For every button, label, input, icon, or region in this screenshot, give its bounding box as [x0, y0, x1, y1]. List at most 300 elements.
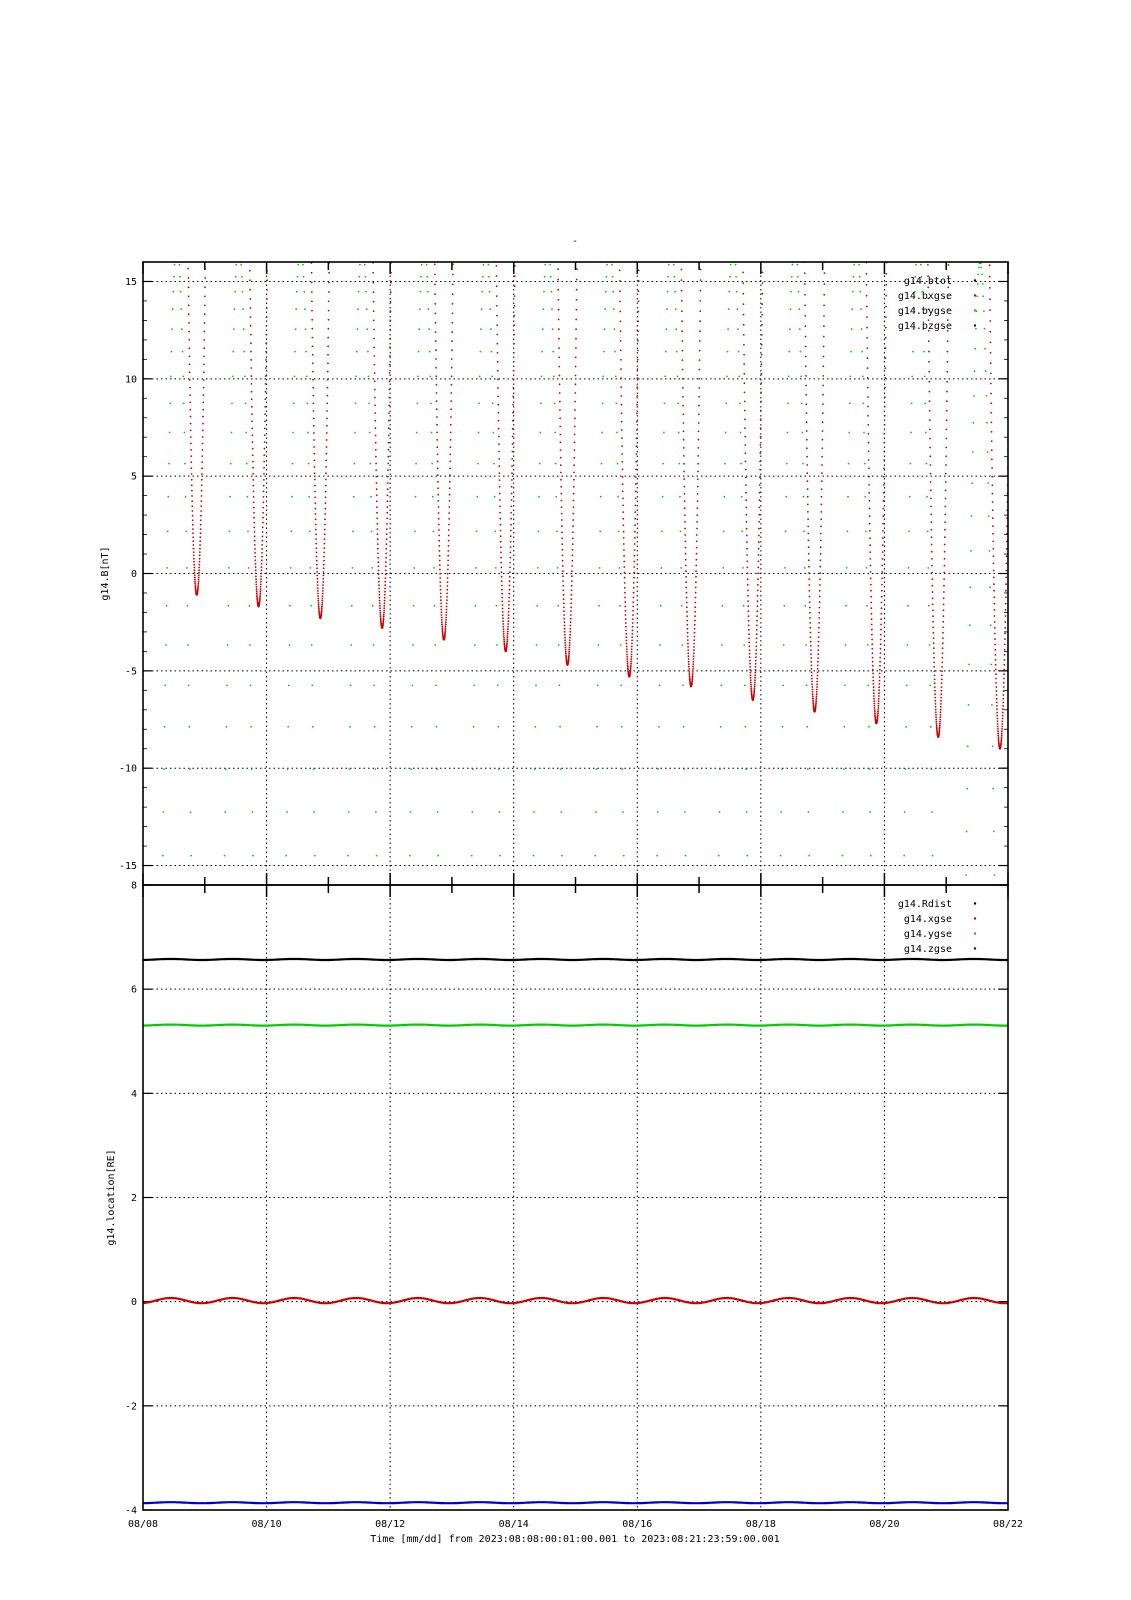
bxgse-point	[193, 561, 195, 563]
bygse-point	[410, 768, 412, 770]
bygse-point	[458, 1594, 460, 1596]
bxgse-point	[510, 552, 512, 554]
bygse-point	[311, 644, 313, 646]
bxgse-point	[746, 521, 748, 523]
bxgse-point	[252, 461, 254, 463]
bxgse-point	[744, 401, 746, 403]
bxgse-point	[688, 672, 690, 674]
bxgse-point	[502, 623, 504, 625]
bxgse-point	[991, 484, 993, 486]
bxgse-point	[996, 694, 998, 696]
bygse-point	[193, 1030, 195, 1032]
bygse-point	[564, 1074, 566, 1076]
bygse-point	[412, 644, 414, 646]
bygse-point	[361, 243, 363, 245]
bxgse-point	[511, 493, 513, 495]
bxgse-point	[375, 427, 377, 429]
bxgse-point	[564, 634, 566, 636]
bxgse-point	[695, 602, 697, 604]
bxgse-point	[508, 611, 510, 613]
bxgse-point	[744, 436, 746, 438]
bxgse-point	[940, 714, 942, 716]
bxgse-point	[620, 340, 622, 342]
bygse-point	[870, 855, 872, 857]
bxgse-point	[203, 356, 205, 358]
bygse-point	[987, 451, 989, 453]
bygse-point	[509, 1483, 511, 1485]
bxgse-point	[438, 535, 440, 537]
bxgse-point	[572, 519, 574, 521]
bxgse-point	[756, 642, 758, 644]
bxgse-point	[945, 464, 947, 466]
bygse-point	[594, 899, 596, 901]
bxgse-point	[451, 340, 453, 342]
bxgse-point	[626, 640, 628, 642]
bxgse-point	[941, 682, 943, 684]
bygse-point	[408, 943, 410, 945]
bxgse-point	[379, 612, 381, 614]
bxgse-point	[194, 569, 196, 571]
bygse-point	[782, 685, 784, 687]
bygse-point	[421, 254, 423, 256]
bygse-point	[489, 291, 491, 293]
bxgse-point	[314, 485, 316, 487]
bxgse-point	[313, 425, 315, 427]
bxgse-point	[251, 391, 253, 393]
bygse-point	[620, 644, 622, 646]
bygse-point	[363, 247, 365, 249]
legend-swatch	[974, 309, 976, 311]
bxgse-point	[496, 324, 498, 326]
bxgse-point	[570, 598, 572, 600]
bygse-point	[381, 1241, 383, 1243]
bygse-point	[958, 1374, 960, 1376]
bxgse-point	[191, 484, 193, 486]
bxgse-point	[383, 605, 385, 607]
bygse-point	[349, 768, 351, 770]
bygse-point	[301, 247, 303, 249]
bygse-point	[241, 276, 243, 278]
bxgse-point	[249, 289, 251, 291]
bxgse-point	[754, 674, 756, 676]
bxgse-point	[810, 632, 812, 634]
bygse-point	[974, 348, 976, 350]
bxgse-point	[819, 607, 821, 609]
bygse-point	[910, 463, 912, 465]
bxgse-point	[990, 412, 992, 414]
bxgse-point	[373, 346, 375, 348]
bygse-point	[292, 463, 294, 465]
bxgse-point	[387, 463, 389, 465]
bygse-point	[412, 685, 414, 687]
bxgse-point	[438, 545, 440, 547]
bygse-point	[230, 463, 232, 465]
bygse-point	[986, 422, 988, 424]
bygse-point	[731, 247, 733, 249]
bygse-point	[734, 254, 736, 256]
bxgse-point	[872, 652, 874, 654]
bxgse-point	[869, 500, 871, 502]
bygse-point	[612, 276, 614, 278]
bxgse-point	[328, 310, 330, 312]
bxgse-point	[568, 656, 570, 658]
bygse-point	[968, 664, 970, 666]
bxgse-point	[1004, 654, 1006, 656]
bxgse-point	[264, 434, 266, 436]
bxgse-point	[372, 242, 374, 244]
bygse-point	[654, 987, 656, 989]
bygse-point	[905, 768, 907, 770]
bxgse-point	[931, 544, 933, 546]
bxgse-point	[377, 543, 379, 545]
bygse-point	[669, 247, 671, 249]
bygse-point	[279, 1280, 281, 1282]
bxgse-point	[439, 581, 441, 583]
bygse-point	[652, 1159, 654, 1161]
bxgse-point	[620, 330, 622, 332]
bxgse-point	[378, 588, 380, 590]
bxgse-point	[438, 540, 440, 542]
bygse-point	[833, 1422, 835, 1424]
bygse-point	[684, 811, 686, 813]
bygse-point	[229, 531, 231, 533]
bxgse-point	[316, 564, 318, 566]
bygse-point	[838, 1074, 840, 1076]
bygse-point	[505, 1280, 507, 1282]
bygse-point	[352, 531, 354, 533]
bygse-point	[939, 1318, 941, 1320]
bygse-point	[233, 328, 235, 330]
bxgse-point	[619, 248, 621, 250]
bxgse-point	[877, 709, 879, 711]
bygse-point	[463, 1355, 465, 1357]
bxgse-point	[869, 551, 871, 553]
bxgse-point	[573, 500, 575, 502]
bxgse-point	[262, 522, 264, 524]
bygse-point	[397, 1577, 399, 1579]
bygse-point	[196, 1241, 198, 1243]
bxgse-point	[514, 244, 516, 246]
bygse-point	[191, 899, 193, 901]
bxgse-point	[560, 457, 562, 459]
bxgse-point	[500, 562, 502, 564]
bygse-point	[182, 351, 184, 353]
bygse-point	[613, 308, 615, 310]
bxgse-point	[387, 476, 389, 478]
bxgse-point	[632, 601, 634, 603]
bygse-point	[898, 1241, 900, 1243]
bygse-point	[376, 855, 378, 857]
bxgse-point	[810, 657, 812, 659]
bygse-point	[474, 644, 476, 646]
bygse-point	[523, 1483, 525, 1485]
bxgse-point	[634, 543, 636, 545]
bxgse-point	[378, 573, 380, 575]
bygse-point	[254, 987, 256, 989]
bxgse-point	[742, 293, 744, 295]
bxgse-point	[943, 597, 945, 599]
bxgse-point	[885, 337, 887, 339]
bygse-point	[347, 899, 349, 901]
bxgse-point	[448, 506, 450, 508]
bygse-point	[811, 1074, 813, 1076]
bygse-point	[705, 1594, 707, 1596]
bygse-point	[187, 644, 189, 646]
bxgse-point	[743, 354, 745, 356]
bxgse-point	[867, 387, 869, 389]
bygse-point	[963, 1050, 965, 1052]
bxgse-point	[380, 617, 382, 619]
bxgse-point	[451, 384, 453, 386]
bxgse-point	[187, 268, 189, 270]
bxgse-point	[874, 705, 876, 707]
bygse-point	[678, 463, 680, 465]
bxgse-point	[388, 405, 390, 407]
bygse-point	[715, 1074, 717, 1076]
bxgse-point	[883, 492, 885, 494]
bxgse-point	[253, 527, 255, 529]
bxgse-point	[386, 518, 388, 520]
bygse-point	[711, 1355, 713, 1357]
bxgse-point	[434, 243, 436, 245]
bxgse-point	[390, 282, 392, 284]
bxgse-point	[684, 493, 686, 495]
bxgse-point	[449, 481, 451, 483]
bxgse-point	[696, 507, 698, 509]
bxgse-point	[452, 274, 454, 276]
bxgse-point	[445, 627, 447, 629]
bxgse-point	[619, 280, 621, 282]
bygse-point	[265, 1594, 267, 1596]
bygse-point	[987, 482, 989, 484]
bxgse-point	[564, 631, 566, 633]
bygse-point	[261, 1453, 263, 1455]
bxgse-point	[688, 655, 690, 657]
bxgse-point	[692, 670, 694, 672]
bxgse-point	[874, 709, 876, 711]
bxgse-point	[693, 643, 695, 645]
bxgse-point	[260, 588, 262, 590]
bygse-point	[429, 376, 431, 378]
bxgse-point	[562, 575, 564, 577]
bxgse-point	[507, 620, 509, 622]
bxgse-point	[693, 649, 695, 651]
bxgse-point	[383, 619, 385, 621]
bygse-point	[672, 247, 674, 249]
bygse-point	[732, 243, 734, 245]
bxgse-point	[255, 563, 257, 565]
bygse-point	[693, 1389, 695, 1391]
bygse-point	[187, 605, 189, 607]
bygse-point	[633, 1483, 635, 1485]
bygse-point	[399, 1483, 401, 1485]
bygse-point	[226, 726, 228, 728]
bxgse-point	[941, 679, 943, 681]
bxgse-point	[193, 567, 195, 569]
bxgse-point	[436, 432, 438, 434]
bxgse-point	[811, 675, 813, 677]
bxgse-point	[941, 690, 943, 692]
bxgse-point	[375, 456, 377, 458]
bxgse-point	[188, 331, 190, 333]
bygse-point	[660, 605, 662, 607]
bxgse-point	[867, 367, 869, 369]
bygse-point	[284, 987, 286, 989]
bxgse-point	[558, 366, 560, 368]
bxgse-point	[380, 614, 382, 616]
bygse-point	[282, 1117, 284, 1119]
bygse-point	[594, 855, 596, 857]
bxgse-point	[190, 449, 192, 451]
bxgse-point	[446, 606, 448, 608]
bxgse-point	[1002, 708, 1004, 710]
bxgse-point	[882, 558, 884, 560]
bxgse-point	[866, 327, 868, 329]
bxgse-point	[868, 451, 870, 453]
bxgse-point	[991, 476, 993, 478]
bygse-point	[386, 1483, 388, 1485]
bxgse-point	[576, 279, 578, 281]
bxgse-point	[557, 258, 559, 260]
bxgse-point	[820, 553, 822, 555]
bxgse-point	[880, 624, 882, 626]
y-axis-label: g14.B[nT]	[100, 546, 111, 601]
bxgse-point	[823, 346, 825, 348]
bxgse-point	[823, 325, 825, 327]
bxgse-point	[874, 713, 876, 715]
bxgse-point	[809, 596, 811, 598]
bxgse-point	[632, 606, 634, 608]
bygse-point	[606, 264, 608, 266]
bygse-point	[349, 726, 351, 728]
bxgse-point	[324, 533, 326, 535]
legend-item-label: g14.xgse	[903, 914, 952, 925]
bxgse-point	[633, 587, 635, 589]
bxgse-point	[872, 676, 874, 678]
bygse-point	[678, 432, 680, 434]
bxgse-point	[513, 361, 515, 363]
bxgse-point	[989, 298, 991, 300]
bxgse-point	[570, 607, 572, 609]
y-tick-label: -10	[118, 763, 137, 775]
bxgse-point	[383, 617, 385, 619]
bygse-point	[185, 496, 187, 498]
bxgse-point	[375, 442, 377, 444]
bxgse-point	[510, 530, 512, 532]
bxgse-point	[928, 381, 930, 383]
bygse-point	[376, 899, 378, 901]
bxgse-point	[256, 592, 258, 594]
bxgse-point	[572, 531, 574, 533]
bxgse-point	[685, 547, 687, 549]
bygse-point	[965, 874, 967, 876]
bxgse-point	[928, 340, 930, 342]
bygse-point	[774, 1241, 776, 1243]
bxgse-point	[262, 512, 264, 514]
bxgse-point	[194, 577, 196, 579]
bxgse-point	[318, 608, 320, 610]
bygse-point	[692, 1355, 694, 1357]
bxgse-point	[747, 600, 749, 602]
bygse-point	[693, 1422, 695, 1424]
bxgse-point	[502, 614, 504, 616]
bxgse-point	[758, 554, 760, 556]
bxgse-point	[759, 469, 761, 471]
bxgse-point	[575, 328, 577, 330]
bxgse-point	[512, 387, 514, 389]
bxgse-point	[930, 514, 932, 516]
bxgse-point	[822, 394, 824, 396]
bxgse-point	[760, 427, 762, 429]
bxgse-point	[942, 652, 944, 654]
bxgse-point	[934, 670, 936, 672]
bygse-point	[942, 1483, 944, 1485]
bygse-point	[458, 1577, 460, 1579]
bygse-point	[788, 376, 790, 378]
bxgse-point	[623, 566, 625, 568]
bygse-point	[295, 308, 297, 310]
bxgse-point	[440, 589, 442, 591]
bxgse-point	[993, 590, 995, 592]
bxgse-point	[385, 548, 387, 550]
bygse-point	[649, 1318, 651, 1320]
bxgse-point	[995, 686, 997, 688]
bxgse-point	[322, 593, 324, 595]
bxgse-point	[251, 383, 253, 385]
bxgse-point	[263, 467, 265, 469]
bxgse-point	[874, 711, 876, 713]
bygse-point	[777, 1074, 779, 1076]
bxgse-point	[569, 631, 571, 633]
bygse-point	[405, 1117, 407, 1119]
bygse-point	[993, 831, 995, 833]
bygse-point	[502, 1074, 504, 1076]
bygse-point	[365, 291, 367, 293]
bxgse-point	[821, 456, 823, 458]
bxgse-point	[807, 518, 809, 520]
bygse-point	[570, 1422, 572, 1424]
bxgse-point	[942, 637, 944, 639]
bxgse-point	[558, 328, 560, 330]
bxgse-point	[935, 716, 937, 718]
bxgse-point	[514, 275, 516, 277]
bygse-point	[752, 1241, 754, 1243]
bygse-point	[529, 1117, 531, 1119]
bxgse-point	[625, 636, 627, 638]
bygse-point	[726, 376, 728, 378]
y-tick-label: -5	[124, 666, 137, 678]
bxgse-point	[872, 665, 874, 667]
bygse-point	[397, 1557, 399, 1559]
bxgse-point	[446, 603, 448, 605]
bygse-point	[931, 811, 933, 813]
bxgse-point	[266, 316, 268, 318]
bygse-point	[248, 605, 250, 607]
bygse-point	[754, 1389, 756, 1391]
bygse-point	[539, 432, 541, 434]
bygse-point	[159, 1030, 161, 1032]
bygse-point	[309, 531, 311, 533]
bygse-point	[277, 1422, 279, 1424]
bxgse-point	[1004, 644, 1006, 646]
bygse-point	[177, 247, 179, 249]
bygse-point	[435, 685, 437, 687]
bygse-point	[829, 1594, 831, 1596]
bygse-point	[256, 1159, 258, 1161]
bygse-point	[199, 1422, 201, 1424]
bxgse-point	[810, 649, 812, 651]
bxgse-point	[760, 410, 762, 412]
